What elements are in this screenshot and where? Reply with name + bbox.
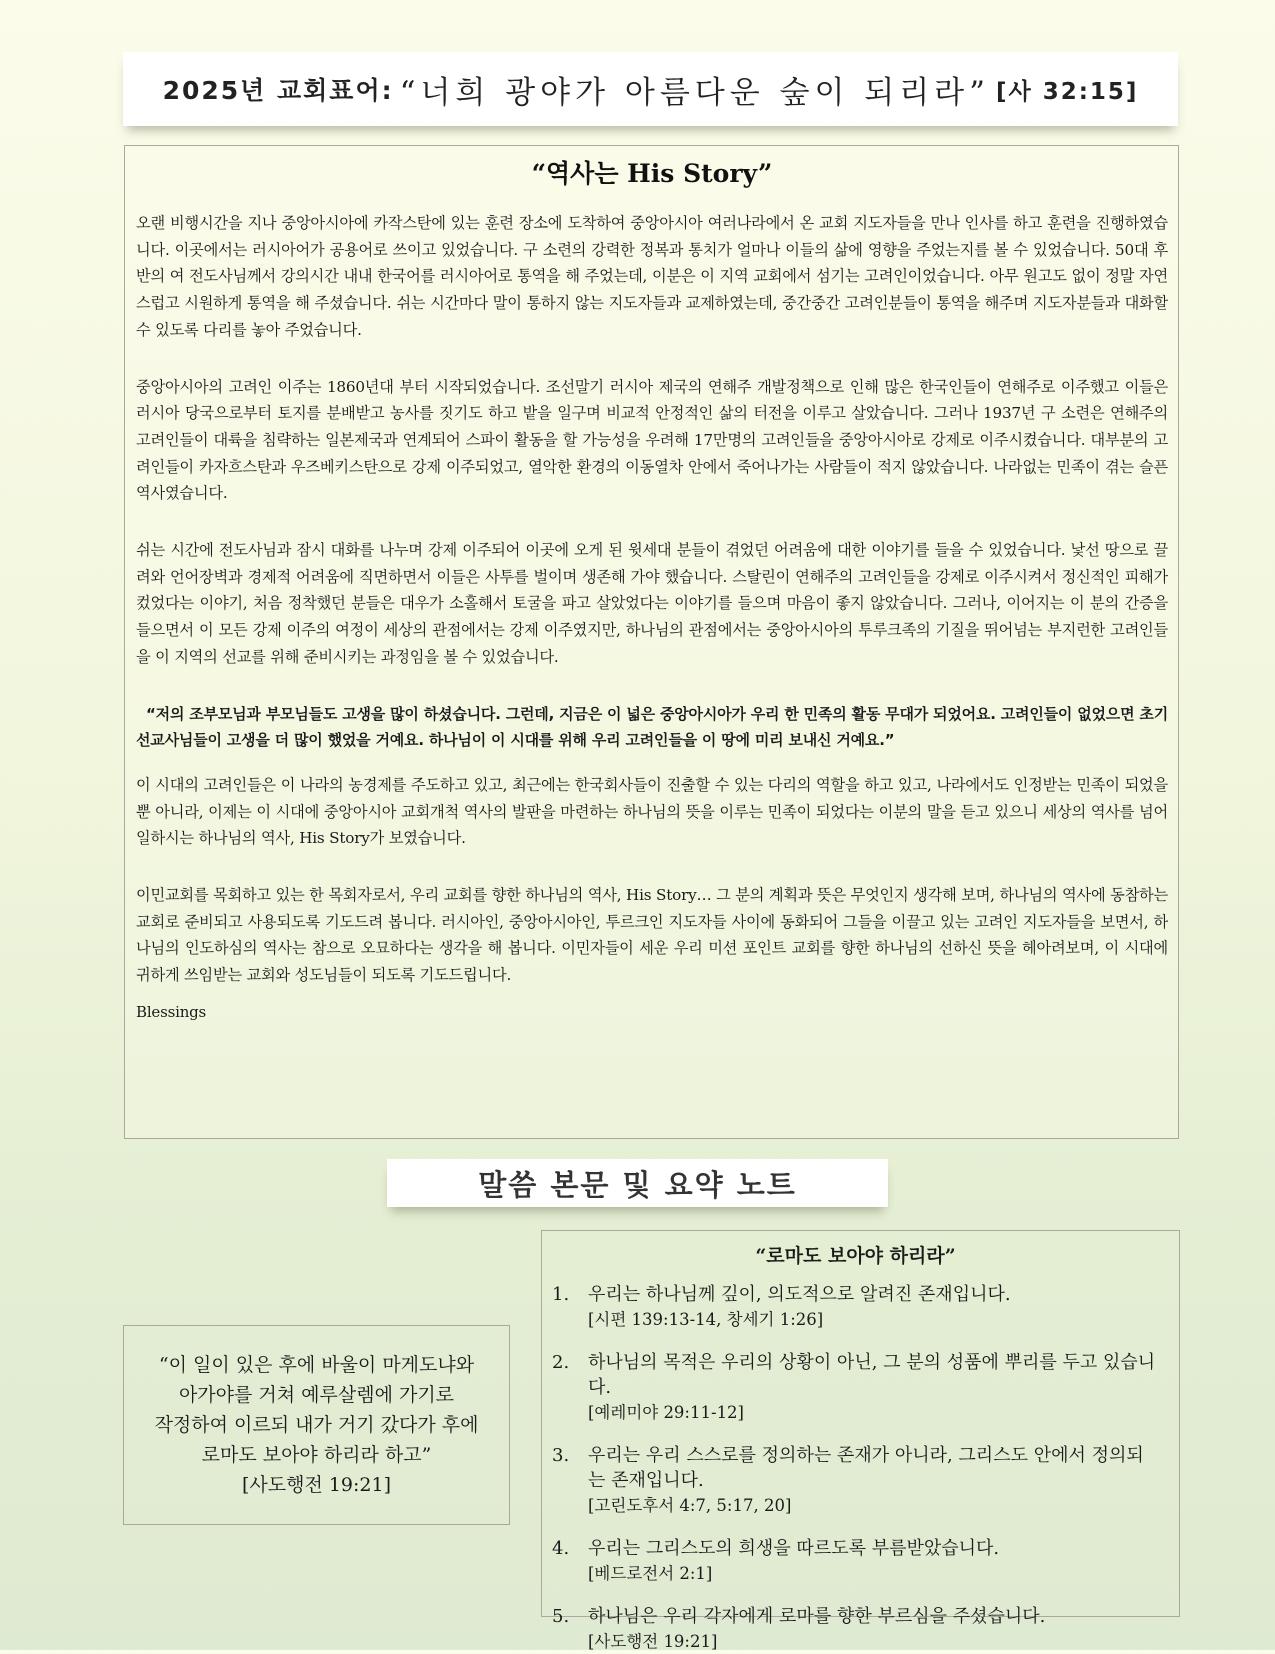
motto-quote: “너희 광야가 아름다운 숲이 되리라” [399,74,990,111]
letter-paragraph-1: 오랜 비행시간을 지나 중앙아시아에 카작스탄에 있는 훈련 장소에 도착하여 중앙아시아 여러나라에서 온 교회 지도자들을 만나 인사를 하고 훈련을 진행하였습니다. 이곳에서는 러시아어가 공용어로 쓰이고 있었습니다. 구 소련의 강력한 정복과 통치가 얼마나 이들의 삶에 영향을 주었는지를 볼 수 있었습니다. 50대 후반의 여 전도사님께서 강의시간 내내 한국어를 러시아어로 통역을 해 주었는데, 이분은 이 지역 교회에서 섬기는 고려인이었습니다. 아무 원고도 없이 정말 자연스럽고 시원하게 통역을 해 주셨습니다. 쉬는 시간마다 말이 통하지 않는 지도자들과 교제하였는데, 중간중간 고려인분들이 통역을 해주며 지도자분들과 대화할 수 있도록 다리를 놓아 주었습니다. [136,214,1168,339]
letter-title: “역사는 His Story” [531,159,773,188]
sermon-point [552,1536,1159,1586]
letter-signoff: Blessings [136,1002,207,1021]
sermon-points-list [552,1282,1159,1654]
letter-testimony-quote: “저의 조부모님과 부모님들도 고생을 많이 하셨습니다. 그런데, 지금은 이 넓은 중앙아시아가 우리 한 민족의 활동 무대가 되었어요. 고려인들이 없었으면 초기 선교사님들이 고생을 더 많이 했었을 거예요. 하나님이 이 시대를 위해 우리 고려인들을 이 땅에 미리 보내신 거예요.” [136,704,1168,750]
letter-paragraph-2: 중앙아시아의 고려인 이주는 1860년대 부터 시작되었습니다. 조선말기 러시아 제국의 연해주 개발정책으로 인해 많은 한국인들이 연해주로 이주했고 이들은 러시아 당국으로부터 토지를 분배받고 농사를 짓기도 하고 밭을 일구며 비교적 안정적인 삶의 터전을 이루고 살았습니다. 그러나 1937년 구 소련은 연해주의 고려인들이 대륙을 침략하는 일본제국과 연계되어 스파이 활동을 할 가능성을 우려해 17만명의 고려인들을 중앙아시아로 강제로 이주시켰습니다. 대부분의 고려인들이 카자흐스탄과 우즈베키스탄으로 강제 이주되었고, 열악한 환경의 이동열차 안에서 죽어나가는 사람들이 적지 않았습니다. 나라없는 민족이 겪는 슬픈 역사였습니다. [136,377,1168,503]
point-text: 하나님의 목적은 우리의 상황이 아닌, 그 분의 성품에 뿌리를 두고 있습니다. [588,1352,1156,1398]
point-reference: [베드로전서 2:1] [588,1564,713,1583]
point-reference: [사도행전 19:21] [588,1632,718,1651]
motto-label: 2025년 교회표어: [162,76,394,105]
letter-paragraph-4: 이 시대의 고려인들은 이 나라의 농경제를 주도하고 있고, 최근에는 한국회사들이 진출할 수 있는 다리의 역할을 하고 있고, 나라에서도 인정받는 민족이 되었을 뿐 아니라, 이제는 이 시대에 중앙아시아 교회개척 역사의 발판을 마련하는 하나님의 뜻을 이루는 민족이 되었다는 이분의 말을 듣고 있으니 세상의 역사를 넘어 일하시는 하나님의 역사, His Story가 보였습니다. [136,775,1168,848]
point-text: 하나님은 우리 각자에게 로마를 향한 부르심을 주셨습니다. [588,1606,1046,1627]
scripture-verse-box [123,1325,510,1525]
point-number: 1. [552,1284,570,1305]
church-motto-banner [123,52,1178,126]
point-number: 2. [552,1352,570,1373]
letter-paragraph-3: 쉬는 시간에 전도사님과 잠시 대화를 나누며 강제 이주되어 이곳에 오게 된 윗세대 분들이 겪었던 어려움에 대한 이야기를 들을 수 있었습니다. 낯선 땅으로 끌려와 언어장벽과 경제적 어려움에 직면하면서 이들은 사투를 벌이며 생존해 가야 했습니다. 스탈린이 연해주의 고려인들을 강제로 이주시켜서 정신적인 피해가 컸었다는 이야기, 처음 정착했던 분들은 대우가 소홀해서 토굴을 파고 살았었다는 이야기를 들으며 마음이 좋지 않았습니다. 그러나, 이어지는 이 분의 간증을 들으면서 이 모든 강제 이주의 여정이 세상의 관점에서는 강제 이주였지만, 하나님의 관점에서는 중앙아시아의 투루크족의 기질을 뛰어넘는 부지런한 고려인들을 이 지역의 선교를 위해 준비시키는 과정임을 볼 수 있었습니다. [136,541,1168,666]
motto-reference: [사 32:15] [995,78,1139,105]
sermon-point [552,1350,1159,1425]
point-text: 우리는 우리 스스로를 정의하는 존재가 아니라, 그리스도 안에서 정의되는 존재입니다. [588,1445,1144,1491]
verse-line: 로마도 보아야 하리라 하고” [201,1444,432,1466]
point-number: 3. [552,1445,570,1466]
pastor-letter [124,145,1179,1139]
point-number: 4. [552,1538,570,1559]
verse-line: 아가야를 거쳐 예루살렘에 가기로 [178,1384,455,1406]
sermon-point [552,1443,1159,1518]
verse-line: 작정하여 이르되 내가 거기 갔다가 후에 [154,1414,479,1436]
point-text: 우리는 하나님께 깊이, 의도적으로 알려진 존재입니다. [588,1284,1011,1305]
verse-line: “이 일이 있은 후에 바울이 마게도냐와 [158,1354,475,1376]
verse-reference: [사도행전 19:21] [241,1474,392,1496]
point-number: 5. [552,1606,570,1627]
point-reference: [예레미야 29:11-12] [588,1403,744,1422]
sermon-title: “로마도 보아야 하리라” [755,1245,956,1267]
sermon-outline-box [541,1230,1180,1651]
sermon-notes-heading: 말씀 본문 및 요약 노트 [387,1159,888,1207]
sermon-point [552,1604,1159,1654]
point-text: 우리는 그리스도의 희생을 따르도록 부름받았습니다. [588,1538,1000,1559]
letter-paragraph-5: 이민교회를 목회하고 있는 한 목회자로서, 우리 교회를 향한 하나님의 역사, His Story… 그 분의 계획과 뜻은 무엇인지 생각해 보며, 하나님의 역사에 동참하는 교회로 준비되고 사용되도록 기도드려 봅니다. 러시아인, 중앙아시아인, 투르크인 지도자들 사이에 동화되어 그들을 이끌고 있는 고려인 지도자들을 보면서, 하나님의 인도하심의 역사는 참으로 오묘하다는 생각을 해 봅니다. 이민자들이 세운 우리 미션 포인트 교회를 향한 하나님의 선하신 뜻을 헤아려보며, 이 시대에 귀하게 쓰임받는 교회와 성도님들이 되도록 기도드립니다. [136,886,1168,985]
sermon-point [552,1282,1159,1332]
point-reference: [시편 139:13-14, 창세기 1:26] [588,1310,824,1329]
point-reference: [고린도후서 4:7, 5:17, 20] [588,1496,792,1515]
